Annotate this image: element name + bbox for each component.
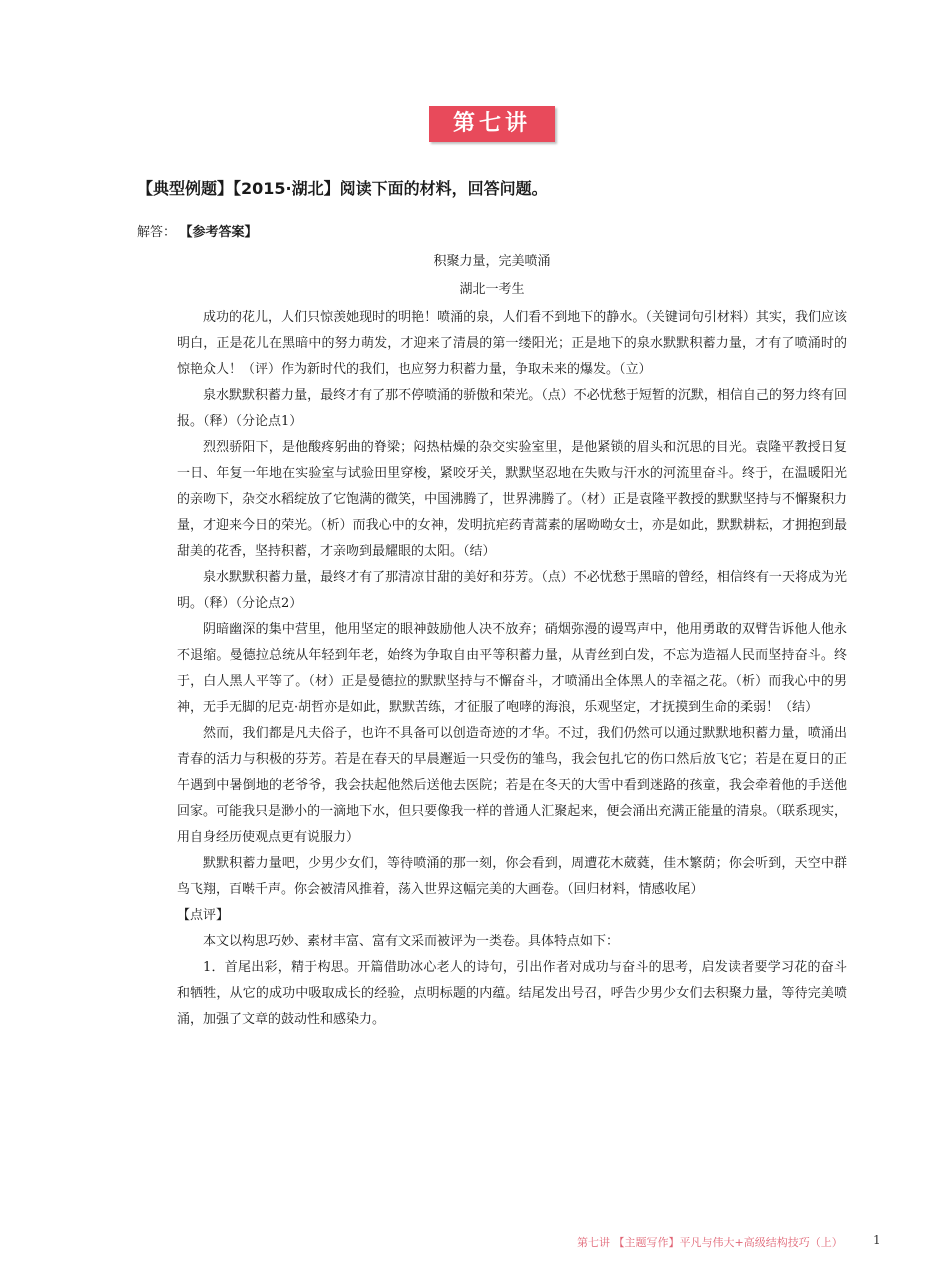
essay-body: [177, 305, 847, 1033]
review-point: 1．首尾出彩，精于构思。开篇借助冰心老人的诗句，引出作者对成功与奋斗的思考，启发读者要学习花的奋斗和牺牲，从它的成功中吸取成长的经验，点明标题的内蕴。结尾发出号召，呼告少男少女们去积聚力量，等待完美喷涌，加强了文章的鼓动性和感染力。: [177, 960, 847, 1027]
review-intro: 本文以构思巧妙、素材丰富、富有文采而被评为一类卷。具体特点如下：: [203, 934, 620, 949]
essay-title: 积聚力量，完美喷涌: [433, 254, 551, 269]
essay-paragraph: 成功的花儿，人们只惊羡她现时的明艳！喷涌的泉，人们看不到地下的静水。（关键词句引材料）其实，我们应该明白，正是花儿在黑暗中的努力萌发，才迎来了清晨的第一缕阳光；正是地下的泉水默默积蓄力量，才有了喷涌时的惊艳众人！（评）作为新时代的我们，也应努力积蓄力量，争取未来的爆发。（立）: [177, 310, 847, 377]
essay-paragraph: 然而，我们都是凡夫俗子，也许不具备可以创造奇迹的才华。不过，我们仍然可以通过默默地积蓄力量，喷涌出青春的活力与积极的芬芳。若是在春天的早晨邂逅一只受伤的雏鸟，我会包扎它的伤口然后放飞它；若是在夏日的正午遇到中暑倒地的老爷爷，我会扶起他然后送他去医院；若是在冬天的大雪中看到迷路的孩童，我会牵着他的手送他回家。可能我只是渺小的一滴地下水，但只要像我一样的普通人汇聚起来，便会涌出充满正能量的清泉。（联系现实，用自身经历使观点更有说服力）: [177, 726, 847, 845]
review-label: 【点评】: [177, 908, 230, 923]
lesson-title: 第七讲: [429, 106, 555, 142]
answer-prefix: 解答：: [137, 225, 177, 240]
essay-author: 湖北一考生: [459, 282, 525, 297]
page-number: 1: [873, 1233, 881, 1247]
essay-paragraph: 泉水默默积蓄力量，最终才有了那清凉甘甜的美好和芬芳。（点）不必忧愁于黑暗的曾经，相信终有一天将成为光明。（释）（分论点2）: [177, 570, 847, 611]
essay-paragraph: 泉水默默积蓄力量，最终才有了那不停喷涌的骄傲和荣光。（点）不必忧愁于短暂的沉默，相信自己的努力终有回报。（释）（分论点1）: [177, 388, 847, 429]
answer-label: 【参考答案】: [186, 225, 258, 240]
essay-paragraph: 默默积蓄力量吧，少男少女们，等待喷涌的那一刻，你会看到，周遭花木葳蕤，佳木繁荫；你会听到，天空中群鸟飞翔，百啭千声。你会被清风推着，荡入世界这幅完美的大画卷。（回归材料，情感收尾）: [177, 856, 847, 897]
footer-text: 第七讲 【主题写作】平凡与伟大+高级结构技巧（上）: [577, 1236, 843, 1249]
essay-paragraph: 烈烈骄阳下，是他酸疼躬曲的脊梁；闷热枯燥的杂交实验室里，是他紧锁的眉头和沉思的目光。袁隆平教授日复一日、年复一年地在实验室与试验田里穿梭，紧咬牙关，默默坚忍地在失败与汗水的河流里奋斗。终于，在温暖阳光的亲吻下，杂交水稻绽放了它饱满的微笑，中国沸腾了，世界沸腾了。（材）正是袁隆平教授的默默坚持与不懈聚积力量，才迎来今日的荣光。（析）而我心中的女神，发明抗疟药青蒿素的屠呦呦女士，亦是如此，默默耕耘，才拥抱到最甜美的花香，坚持积蓄，才亲吻到最耀眼的太阳。（结）: [177, 440, 847, 559]
essay-paragraph: 阴暗幽深的集中营里，他用坚定的眼神鼓励他人决不放弃；硝烟弥漫的谩骂声中，他用勇敢的双臂告诉他人他永不退缩。曼德拉总统从年轻到年老，始终为争取自由平等积蓄力量，从青丝到白发，不忘为造福人民而坚持奋斗。终于，白人黑人平等了。（材）正是曼德拉的默默坚持与不懈奋斗，才喷涌出全体黑人的幸福之花。（析）而我心中的男神，无手无脚的尼克·胡哲亦是如此，默默苦练，才征服了咆哮的海浪，乐观坚定，才抚摸到生命的柔弱！（结）: [177, 622, 847, 715]
example-heading: 【典型例题】【2015·湖北】阅读下面的材料，回答问题。: [137, 179, 548, 198]
answer-line: [137, 222, 258, 244]
